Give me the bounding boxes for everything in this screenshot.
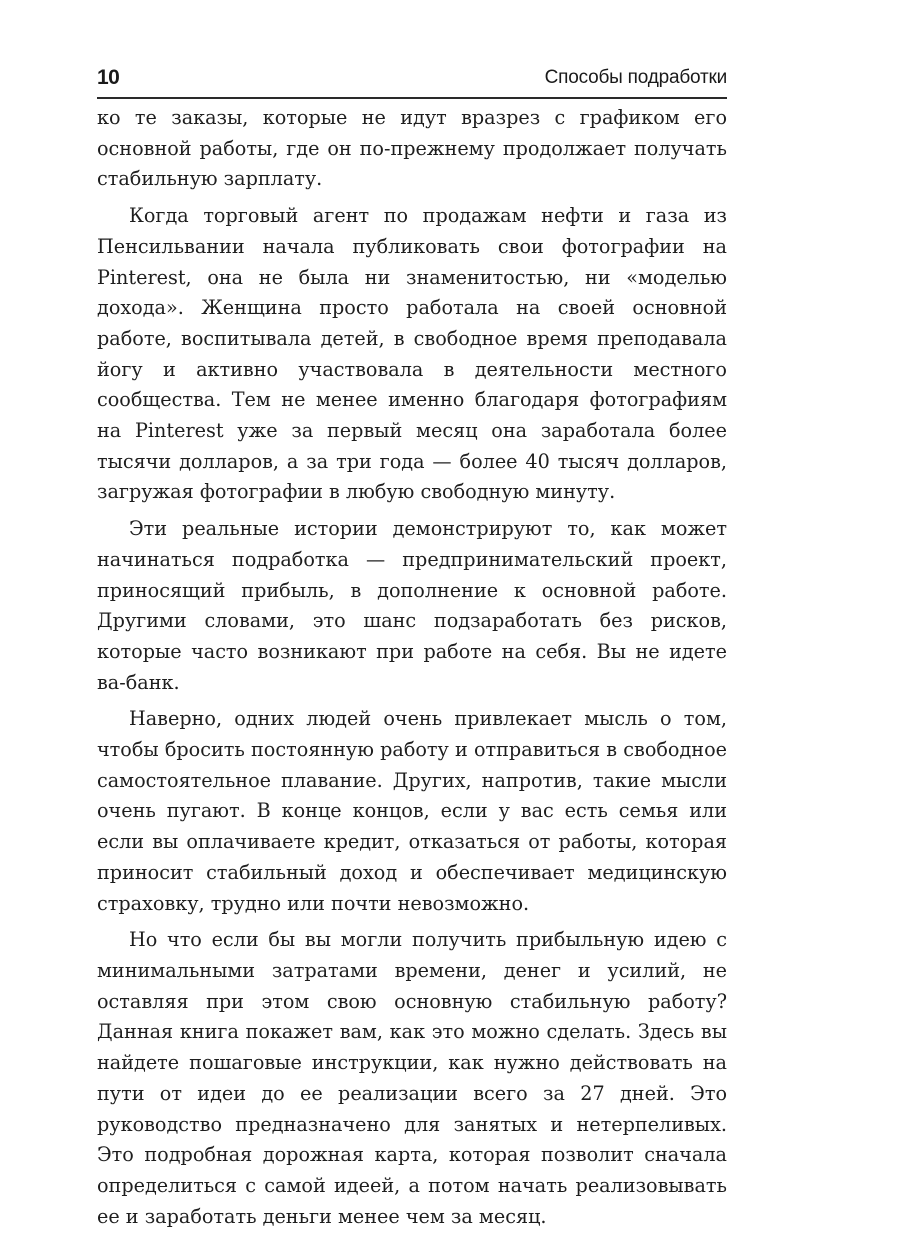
page-header <box>97 66 727 94</box>
paragraph-2: Когда торговый агент по продажам нефти и газа из Пенсильвании начала публиковать свои фотографии на Pinterest, она не была ни знаменитостью, ни «моделью дохода». Женщина просто работала на своей основной работе, воспитывала детей, в свободное время преподавала йогу и активно участвовала в деятельности местного сообщества. Тем не менее именно благодаря фотографиям на Pinterest уже за первый месяц она заработала более тысячи долларов, а за три года — более 40 тысяч долларов, загружая фотографии в любую свободную минуту. <box>97 204 727 504</box>
body-text <box>97 103 727 1238</box>
paragraph-1: ко те заказы, которые не идут вразрез с графиком его основной работы, где он по-прежнему продолжает получать стабильную зарплату. <box>97 106 727 191</box>
paragraph-4: Наверно, одних людей очень привлекает мысль о том, чтобы бросить постоянную работу и отправиться в свободное самостоятельное плавание. Других, напротив, такие мысли очень пугают. В конце концов, если у вас есть семья или если вы оплачиваете кредит, отказаться от работы, которая приносит стабильный доход и обеспечивает медицинскую страховку, трудно или почти невозможно. <box>97 707 727 915</box>
running-title: Способы подработки <box>544 67 727 88</box>
header-rule <box>97 97 727 99</box>
paragraph-3: Эти реальные истории демонстрируют то, как может начинаться подработка — предпринимательский проект, приносящий прибыль, в дополнение к основной работе. Другими словами, это шанс подзаработать без рисков, которые часто возникают при работе на себя. Вы не идете ва-банк. <box>97 517 727 694</box>
paragraph-5: Но что если бы вы могли получить прибыльную идею с минимальными затратами времени, денег и усилий, не оставляя при этом свою основную стабильную работу? Данная книга покажет вам, как это можно сделать. Здесь вы найдете пошаговые инструкции, как нужно действовать на пути от идеи до ее реализации всего за 27 дней. Это руководство предназначено для занятых и нетерпеливых. Это подробная дорожная карта, которая позволит сначала определиться с самой идеей, а потом начать реализовывать ее и заработать деньги менее чем за месяц. <box>97 928 727 1228</box>
page-number: 10 <box>97 66 120 89</box>
